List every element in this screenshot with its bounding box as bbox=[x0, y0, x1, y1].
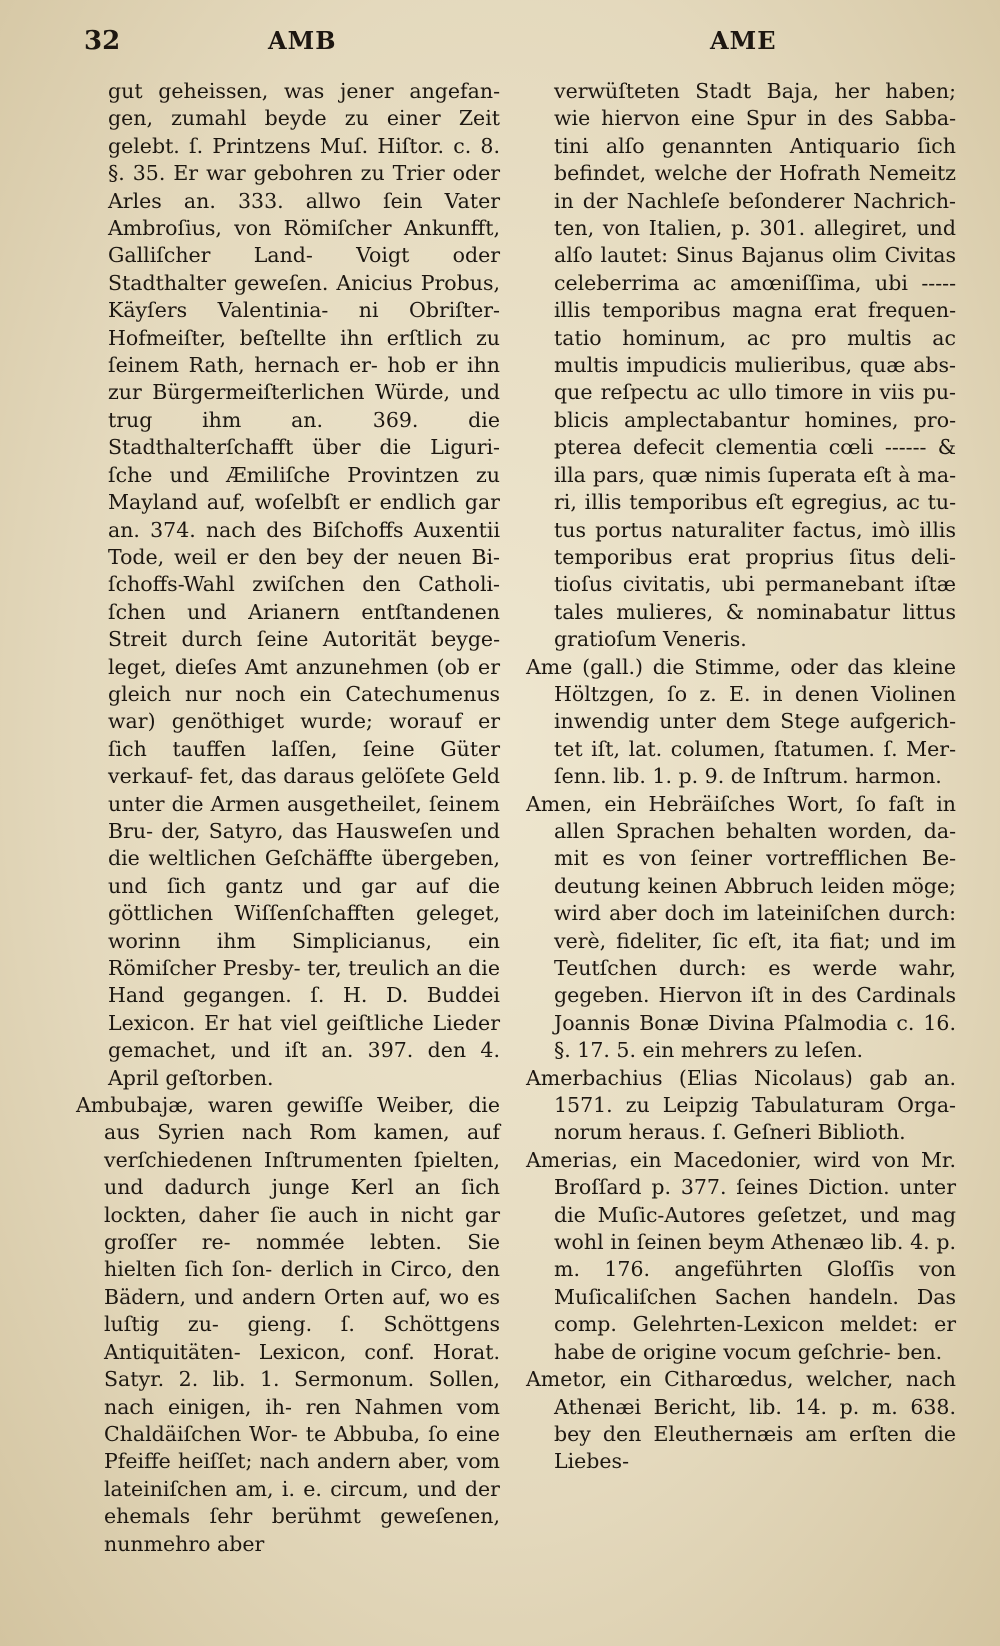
ame-entry: Ame (gall.) die Stimme, oder das kleine Höltzgen, ſo z. E. in denen Violinen inwendig unter dem Stege aufgerich- tet iſt, lat. columen, ſtatumen. ſ. Mer- ſenn. lib. 1. p. 9. de Inſtrum. harmon. bbox=[526, 654, 956, 789]
amen-entry: Amen, ein Hebräiſches Wort, ſo faſt in allen Sprachen behalten worden, da- mit es von ſeiner vortrefflichen Be- deutung keinen Abbruch leiden möge; wird aber doch im lateiniſchen durch: verè, fideliter, ſic eſt, ita fiat; und im Teutſchen durch: es werde wahr, gegeben. Hiervon iſt in des Cardinals Joannis Bonæ Divina Pſalmodia c. 16. §. 17. 5. ein mehrers zu leſen. bbox=[526, 791, 956, 1063]
column-gutter bbox=[508, 80, 509, 1600]
left-column bbox=[76, 78, 500, 1558]
running-head-right: AME bbox=[710, 26, 777, 55]
page-header bbox=[0, 18, 1000, 58]
running-head-left: AMB bbox=[268, 26, 337, 55]
amerbachius-entry: Amerbachius (Elias Nicolaus) gab an. 1571. zu Leipzig Tabulaturam Orga- norum heraus. ſ. Geſneri Biblioth. bbox=[526, 1065, 956, 1145]
ambubajae-entry: Ambubajæ, waren gewiſſe Weiber, die aus Syrien nach Rom kamen, auf verſchiedenen Inſtrumenten ſpielten, und dadurch junge Kerl an ſich lockten, daher ſie auch in nicht gar groſſer re- nommée lebten. Sie hielten ſich ſon- derlich in Circo, den Bädern, und andern Orten auf, wo es luſtig zu- gieng. ſ. Schöttgens Antiquitäten- Lexicon, conf. Horat. Satyr. 2. lib. 1. Sermonum. Sollen, nach einigen, ih- ren Nahmen vom Chaldäiſchen Wor- te Abbuba, ſo eine Pfeiffe heiſſet; nach andern aber, vom lateiniſchen am, i. e. circum, und der ehemals ſehr berühmt geweſenen, nunmehro aber bbox=[76, 1093, 500, 1556]
ametor-entry: Ametor, ein Citharœdus, welcher, nach Athenæi Bericht, lib. 14. p. m. 638. bey den Eleuthernæis am erſten die Liebes- bbox=[526, 1367, 956, 1474]
page-number: 32 bbox=[84, 26, 121, 56]
ambrosius-entry-continuation: gut geheissen, was jener angefan- gen, zumahl beyde zu einer Zeit gelebt. ſ. Printzens Muſ. Hiſtor. c. 8. §. 35. Er war gebohren zu Trier oder Arles an. 333. allwo ſein Vater Ambroſius, von Römiſcher Ankunfft, Galliſcher Land- Voigt oder Stadthalter geweſen. Anicius Probus, Käyſers Valentinia- ni Obriſter-Hofmeiſter, beſtellte ihn erſtlich zu ſeinem Rath, hernach er- hob er ihn zur Bürgermeiſterlichen Würde, und trug ihm an. 369. die Stadthalterſchafft über die Liguri- ſche und Æmiliſche Provintzen zu Mayland auf, woſelbſt er endlich gar an. 374. nach des Biſchoffs Auxentii Tode, weil er den bey der neuen Bi- ſchoffs-Wahl zwiſchen den Catholi- ſchen und Arianern entſtandenen Streit durch ſeine Autorität beyge- leget, dieſes Amt anzunehmen (ob er gleich nur noch ein Catechumenus war) genöthiget wurde; worauf er ſich tauffen laſſen, ſeine Güter verkauf- fet, das daraus gelöſete Geld unter die Armen ausgetheilet, ſeinem Bru- der, Satyro, das Hausweſen und die weltlichen Geſchäffte übergeben, und ſich gantz und gar auf die göttlichen Wiſſenſchafften geleget, worinn ihm Simplicianus, ein Römiſcher Presby- ter, treulich an die Hand gegangen. ſ. H. D. Buddei Lexicon. Er hat viel geiſtliche Lieder gemachet, und iſt an. 397. den 4. April geſtorben. bbox=[108, 79, 500, 1090]
ambubajae-entry-continuation: verwüſteten Stadt Baja, her haben; wie hiervon eine Spur in des Sabba- tini alſo genannten Antiquario ſich befindet, welche der Hofrath Nemeitz in der Nachleſe beſonderer Nachrich- ten, von Italien, p. 301. allegiret, und alſo lautet: Sinus Bajanus olim Civitas celeberrima ac amœniſſima, ubi ----- illis temporibus magna erat frequen- tatio hominum, ac pro multis ac multis impudicis mulieribus, quæ abs- que reſpectu ac ullo timore in viis pu- blicis amplectabantur homines, pro- pterea defecit clementia cœli ------ & illa pars, quæ nimis ſuperata eſt à ma- ri, illis temporibus eſt egregius, ac tu- tus portus naturaliter factus, imò illis temporibus erat proprius ſitus deli- tioſus civitatis, ubi permanebant iſtæ tales mulieres, & nominabatur littus gratioſum Veneris. bbox=[554, 79, 956, 652]
right-column bbox=[526, 78, 956, 1476]
amerias-entry: Amerias, ein Macedonier, wird von Mr. Broſſard p. 377. ſeines Diction. unter die Muſic-Autores geſetzet, und mag wohl in ſeinen beym Athenæo lib. 4. p. m. 176. angeführten Gloſſis von Muſicaliſchen Sachen handeln. Das comp. Gelehrten-Lexicon meldet: er habe de origine vocum geſchrie- ben. bbox=[526, 1147, 956, 1364]
